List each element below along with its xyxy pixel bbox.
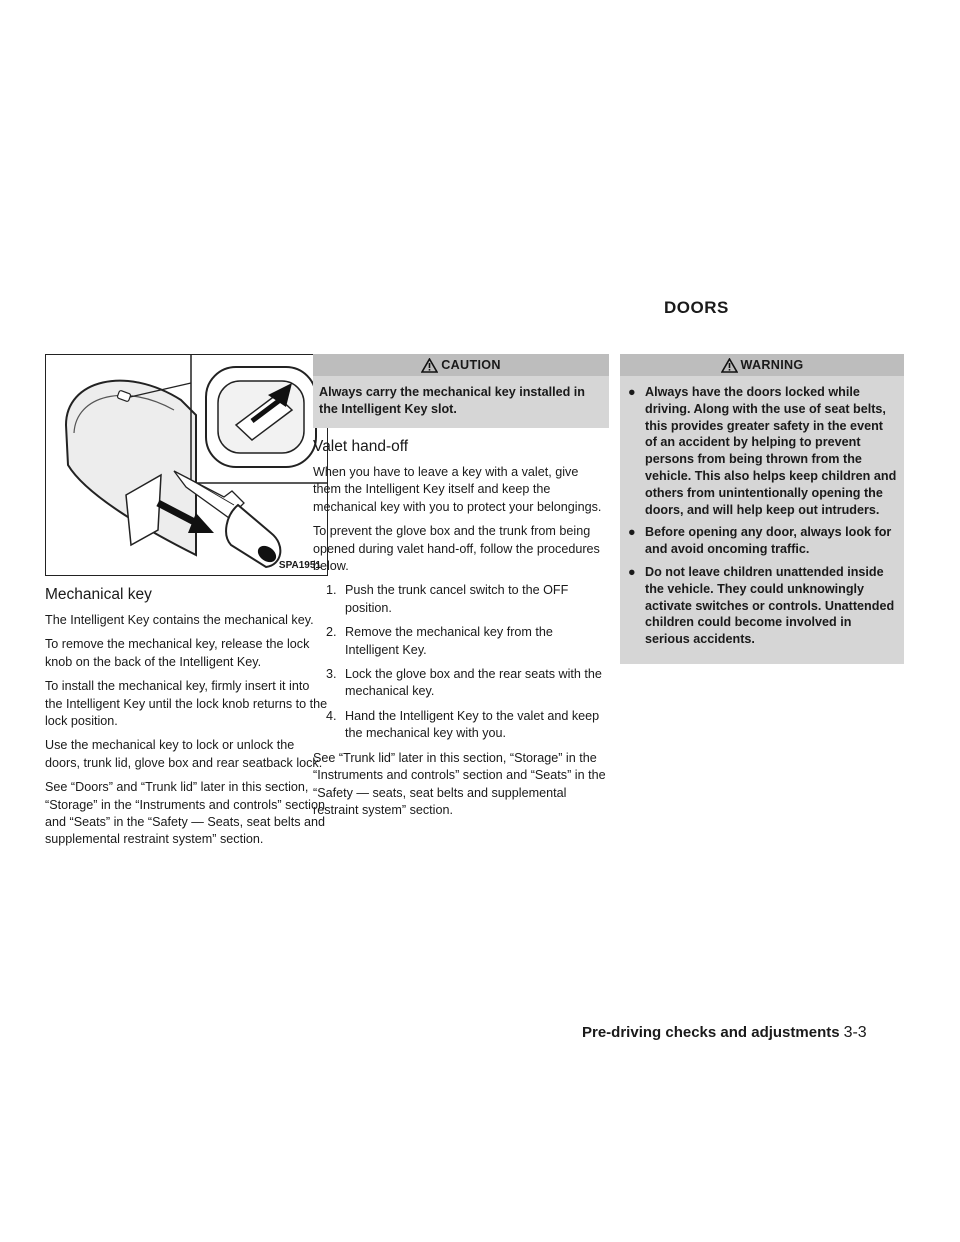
valet-heading: Valet hand-off	[313, 438, 409, 455]
chapter-title: Pre-driving checks and adjustments	[582, 1024, 840, 1041]
page-number: 3-3	[843, 1024, 867, 1041]
list-item: 2. Remove the mechanical key from the Intelligent Key.	[326, 625, 553, 657]
mechanical-key-diagram	[46, 355, 328, 576]
list-item: ● Do not leave children unattended inside the vehicle. They could unknowingly activate switches or controls. Unattended children could become involved in serious accidents.	[628, 564, 895, 647]
bullet-icon: ●	[628, 525, 636, 540]
key-illustration	[45, 354, 328, 576]
list-item: ● Always have the doors locked while driving. Along with the use of seat belts, this provides greater safety in the event of an accident by helping to prevent persons from being thrown from the vehicle. This also helps keep children and others from unintentionally opening the doors, and will help keep out intruders.	[628, 385, 897, 517]
mechanical-key-para: Use the mechanical key to lock or unlock the doors, trunk lid, glove box and rear seatback lock.	[45, 738, 323, 770]
warning-list	[620, 376, 904, 648]
column-warning	[620, 354, 904, 664]
caution-text: Always carry the mechanical key installed in the Intelligent Key slot.	[319, 385, 585, 416]
caution-box	[313, 354, 609, 428]
page-footer	[582, 1024, 867, 1042]
warning-triangle-icon	[721, 358, 738, 373]
bullet-icon: ●	[628, 564, 636, 579]
warning-title: WARNING	[740, 358, 804, 372]
caution-header	[313, 354, 609, 376]
mechanical-key-para: The Intelligent Key contains the mechanical key.	[45, 613, 314, 627]
valet-steps	[313, 582, 609, 742]
list-item: 3. Lock the glove box and the rear seats with the mechanical key.	[326, 667, 602, 699]
column-valet	[313, 354, 609, 826]
caution-title: CAUTION	[441, 358, 501, 372]
mechanical-key-heading: Mechanical key	[45, 586, 152, 603]
column-mechanical-key	[45, 354, 330, 856]
list-item: 1. Push the trunk cancel switch to the OFF position.	[326, 583, 569, 615]
warning-box	[620, 354, 904, 664]
section-title: DOORS	[664, 298, 729, 317]
mechanical-key-para: To remove the mechanical key, release the lock knob on the back of the Intelligent Key.	[45, 637, 310, 669]
list-item: 4. Hand the Intelligent Key to the valet and keep the mechanical key with you.	[326, 708, 600, 741]
bullet-icon: ●	[628, 385, 636, 399]
valet-see-also: See “Trunk lid” later in this section, “Storage” in the “Instruments and controls” section and “Seats” in the “Safety — seats, seat belts and supplemental restraint system” section.	[313, 750, 606, 817]
mechanical-key-para: See “Doors” and “Trunk lid” later in this section, “Storage” in the “Instruments and controls” section and “Seats” in the “Safety — Seats, seat belts and supplemental restraint system” section.	[45, 780, 326, 847]
list-item: ● Before opening any door, always look for and avoid oncoming traffic.	[628, 525, 892, 557]
mechanical-key-para: To install the mechanical key, firmly insert it into the Intelligent Key until the lock knob returns to the lock position.	[45, 679, 328, 729]
valet-intro: When you have to leave a key with a valet, give them the Intelligent Key itself and keep the mechanical key with you to protect your belongings.	[313, 465, 602, 514]
warning-triangle-icon	[421, 358, 438, 373]
warning-header	[620, 354, 904, 376]
figure-label: SPA1951	[278, 560, 321, 571]
valet-intro2: To prevent the glove box and the trunk from being opened during valet hand-off, follow the procedures below.	[313, 524, 600, 574]
